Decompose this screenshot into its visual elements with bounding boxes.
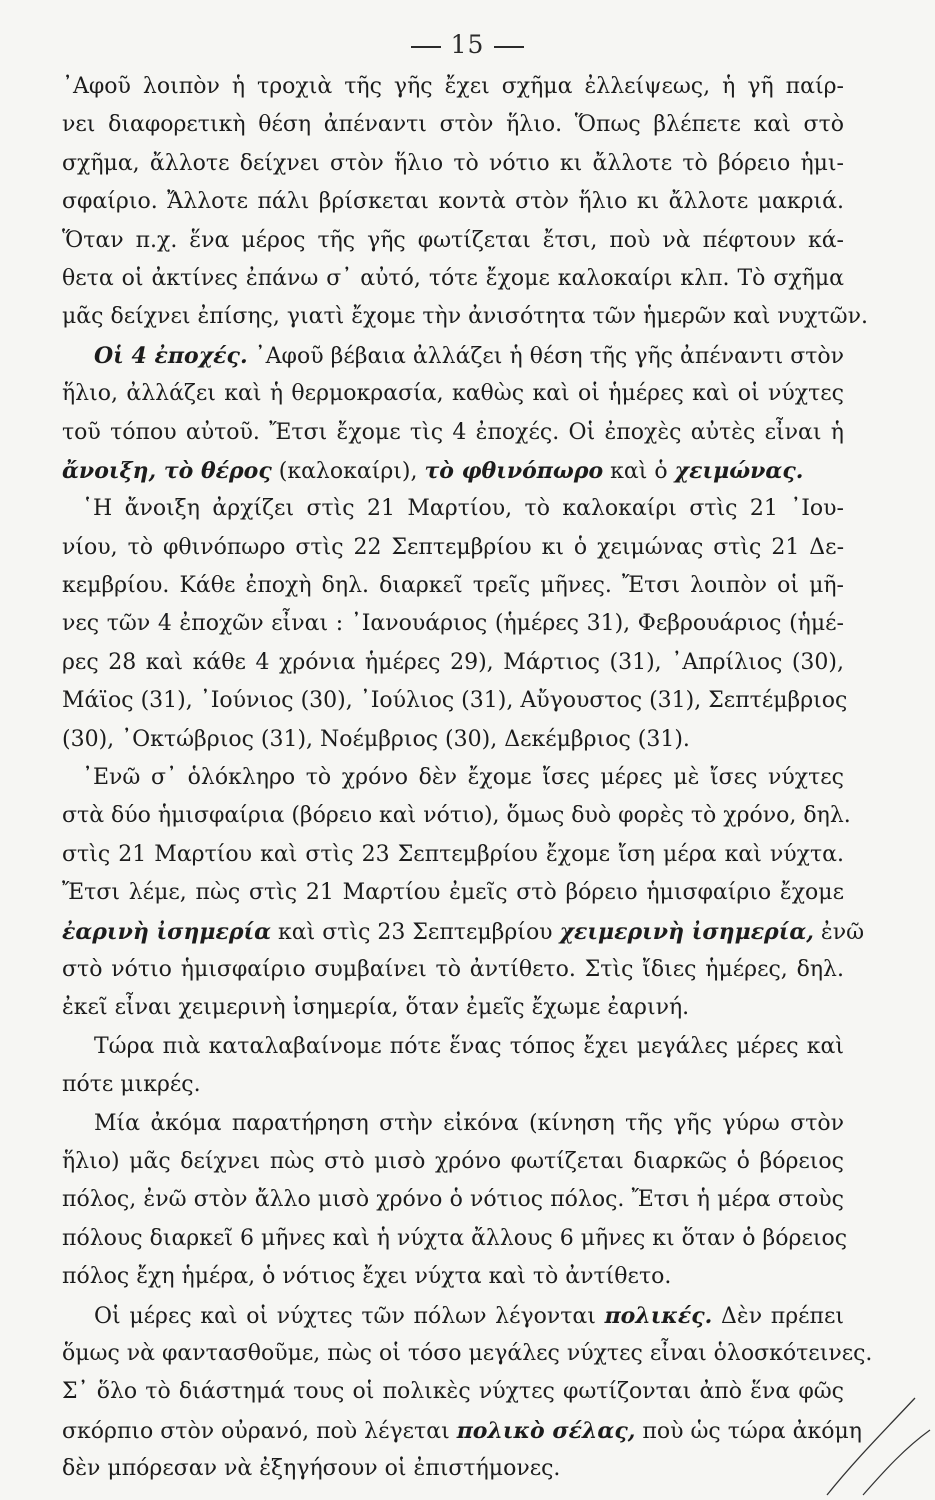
text-line [62,1220,848,1258]
text-line [62,183,844,221]
text-line [62,644,844,682]
text-line [62,145,844,183]
text-segment: Μάϊος (31), ᾿Ιούνιος (30), ᾿Ιούλιος (31), Αὔγουστος (31), Σεπτέμβριος [62,688,848,714]
text-segment: Σ᾿ ὅλο τὸ διάστημά τους οἱ πολικὲς νύχτες φωτίζονται ἀπὸ ἕνα φῶς [62,1379,844,1405]
text-line [62,1297,844,1335]
text-segment: σχῆμα, ἄλλοτε δείχνει στὸν ἥλιο τὸ νότιο κι ἄλλοτε τὸ βόρειο ἡμι- [62,150,844,176]
text-segment: ἥλιο) μᾶς δείχνει πὼς στὸ μισὸ χρόνο φωτίζεται διαρκῶς ὁ βόρειος [62,1148,844,1174]
text-segment: κεμβρίου. Κάθε ἐποχὴ δηλ. διαρκεῖ τρεῖς μῆνες. Ἔτσι λοιπὸν οἱ μῆ- [62,573,844,599]
emphasized-term: τὸ φθινόπωρο [424,457,604,484]
text-line [62,68,844,106]
text-segment: ποὺ ὡς τώρα ἀκόμη [635,1418,862,1444]
text-segment: ρες 28 καὶ κάθε 4 χρόνια ἡμέρες 29), Μάρτιος (31), ᾿Απρίλιος (30), [62,649,844,675]
text-segment: νει διαφορετικὴ θέση ἀπέναντι στὸν ἥλιο. Ὅπως βλέπετε καὶ στὸ [62,112,844,138]
text-line [62,1450,844,1488]
text-line [62,989,844,1027]
emphasized-term: χειμώνας. [674,457,804,484]
text-line [62,337,844,375]
text-segment: καὶ στὶς 23 Σεπτεμβρίου [271,919,560,945]
dash-right [494,46,524,48]
text-segment: στὰ δύο ἡμισφαίρια (βόρειο καὶ νότιο), ὅμως δυὸ φορὲς τὸ χρόνο, δηλ. [62,803,851,829]
text-line [62,759,844,797]
text-line [62,605,844,643]
text-segment: θετα οἱ ἀκτίνες ἐπάνω σ᾿ αὐτό, τότε ἔχομε καλοκαίρι κλπ. Τὸ σχῆμα [62,265,844,291]
page-number-value: 15 [450,30,485,59]
text-line [62,913,865,951]
text-segment: Ὅταν π.χ. ἕνα μέρος τῆς γῆς φωτίζεται ἔτσι, ποὺ νὰ πέφτουν κά- [62,227,844,253]
text-line [62,260,844,298]
text-segment: σκόρπιο στὸν οὐρανό, ποὺ λέγεται [62,1418,457,1444]
text-segment: τοῦ τόπου αὐτοῦ. Ἔτσι ἔχομε τὶς 4 ἐποχές. Οἱ ἐποχὲς αὐτὲς εἶναι ἡ [62,419,844,445]
text-line [62,106,844,144]
text-line [62,490,844,528]
text-segment: Ἔτσι λέμε, πὼς στὶς 21 Μαρτίου ἐμεῖς στὸ βόρειο ἡμισφαίριο ἔχομε [62,880,844,906]
emphasized-term: ἄνοιξη, τὸ θέρος [62,457,272,484]
text-line [62,797,851,835]
pencil-mark-icon [815,1390,935,1500]
page-number [0,30,935,59]
text-line [62,836,844,874]
text-line [62,1143,844,1181]
text-line [62,721,844,759]
text-segment: στὶς 21 Μαρτίου καὶ στὶς 23 Σεπτεμβρίου ἔχομε ἴση μέρα καὶ νύχτα. [62,841,844,867]
text-line [62,567,844,605]
text-segment: πόλους διαρκεῖ 6 μῆνες καὶ ἡ νύχτα ἄλλους 6 μῆνες κι ὅταν ὁ βόρειος [62,1225,848,1251]
text-segment: πόλος ἔχη ἡμέρα, ὁ νότιος ἔχει νύχτα καὶ τὸ ἀντίθετο. [62,1264,672,1290]
text-line [62,1412,862,1450]
text-line [62,1066,844,1104]
text-line [62,1028,844,1066]
text-segment: ᾿Αφοῦ λοιπὸν ἡ τροχιὰ τῆς γῆς ἔχει σχῆμα ἐλλείψεως, ἡ γῆ παίρ- [62,74,844,99]
text-line [62,1105,844,1143]
emphasized-term: ἐαρινὴ ἰσημερία [62,918,272,945]
text-segment: ῾Η ἄνοιξη ἀρχίζει στὶς 21 Μαρτίου, τὸ καλοκαίρι στὶς 21 ᾿Ιου- [82,496,844,522]
text-segment: ᾿Ενῶ σ᾿ ὁλόκληρο τὸ χρόνο δὲν ἔχομε ἴσες μέρες μὲ ἴσες νύχτες [82,765,844,791]
text-segment: ὅμως νὰ φαντασθοῦμε, πὼς οἱ τόσο μεγάλες νύχτες εἶναι ὁλοσκότεινες. [62,1340,873,1366]
text-line [62,951,844,989]
emphasized-term: Οἱ 4 ἐποχές. [94,342,248,369]
text-segment: δὲν μπόρεσαν νὰ ἐξηγήσουν οἱ ἐπιστήμονες. [62,1456,561,1482]
text-line [62,529,844,567]
body-text [62,68,873,1488]
text-line [62,1335,873,1373]
text-segment: ᾿Αφοῦ βέβαια ἀλλάζει ἡ θέση τῆς γῆς ἀπέναντι στὸν [247,343,844,369]
text-line [62,414,844,452]
text-line [62,375,844,413]
text-segment: καὶ ὁ [603,458,675,484]
text-segment: μᾶς δείχνει ἐπίσης, γιατὶ ἔχομε τὴν ἀνισότητα τῶν ἡμερῶν καὶ νυχτῶν. [62,304,868,330]
text-segment: σφαίριο. Ἄλλοτε πάλι βρίσκεται κοντὰ στὸν ἥλιο κι ἄλλοτε μακριά. [62,189,844,215]
text-segment: Μία ἀκόμα παρατήρηση στὴν εἰκόνα (κίνηση τῆς γῆς γύρω στὸν [94,1110,844,1136]
text-segment: (30), ᾿Οκτώβριος (31), Νοέμβριος (30), Δεκέμβριος (31). [62,726,690,752]
text-segment: (καλοκαίρι), [271,458,425,484]
emphasized-term: πολικὸ σέλας, [456,1417,636,1444]
text-line [62,682,848,720]
emphasized-term: χειμερινὴ ἰσημερία, [559,918,814,945]
emphasized-term: πολικές. [604,1302,713,1329]
dash-left [411,46,441,48]
text-line [62,298,868,336]
text-line [62,1258,844,1296]
text-segment: πόλος, ἐνῶ στὸν ἄλλο μισὸ χρόνο ὁ νότιος πόλος. Ἔτσι ἡ μέρα στοὺς [62,1187,844,1213]
text-line [62,1181,844,1219]
text-line [62,1373,844,1411]
text-line [62,222,844,260]
text-segment: Τώρα πιὰ καταλαβαίνομε πότε ἕνας τόπος ἔχει μεγάλες μέρες καὶ [94,1033,844,1059]
text-segment: ἐκεῖ εἶναι χειμερινὴ ἰσημερία, ὅταν ἐμεῖς ἔχωμε ἐαρινή. [62,995,690,1021]
text-line [62,452,844,490]
text-segment: ἐνῶ [813,919,865,945]
text-segment: νες τῶν 4 ἐποχῶν εἶναι : ᾿Ιανουάριος (ἡμέρες 31), Φεβρουάριος (ἡμέ- [62,611,844,637]
text-segment: νίου, τὸ φθινόπωρο στὶς 22 Σεπτεμβρίου κι ὁ χειμώνας στὶς 21 Δε- [62,534,844,560]
text-segment: ἥλιο, ἀλλάζει καὶ ἡ θερμοκρασία, καθὼς καὶ οἱ ἡμέρες καὶ οἱ νύχτες [62,381,844,407]
text-segment: στὸ νότιο ἡμισφαίριο συμβαίνει τὸ ἀντίθετο. Στὶς ἴδιες ἡμέρες, δηλ. [62,956,844,982]
text-segment: Δὲν πρέπει [712,1303,845,1329]
text-segment: Οἱ μέρες καὶ οἱ νύχτες τῶν πόλων λέγονται [94,1303,605,1329]
text-line [62,874,844,912]
text-segment: πότε μικρές. [62,1072,201,1098]
